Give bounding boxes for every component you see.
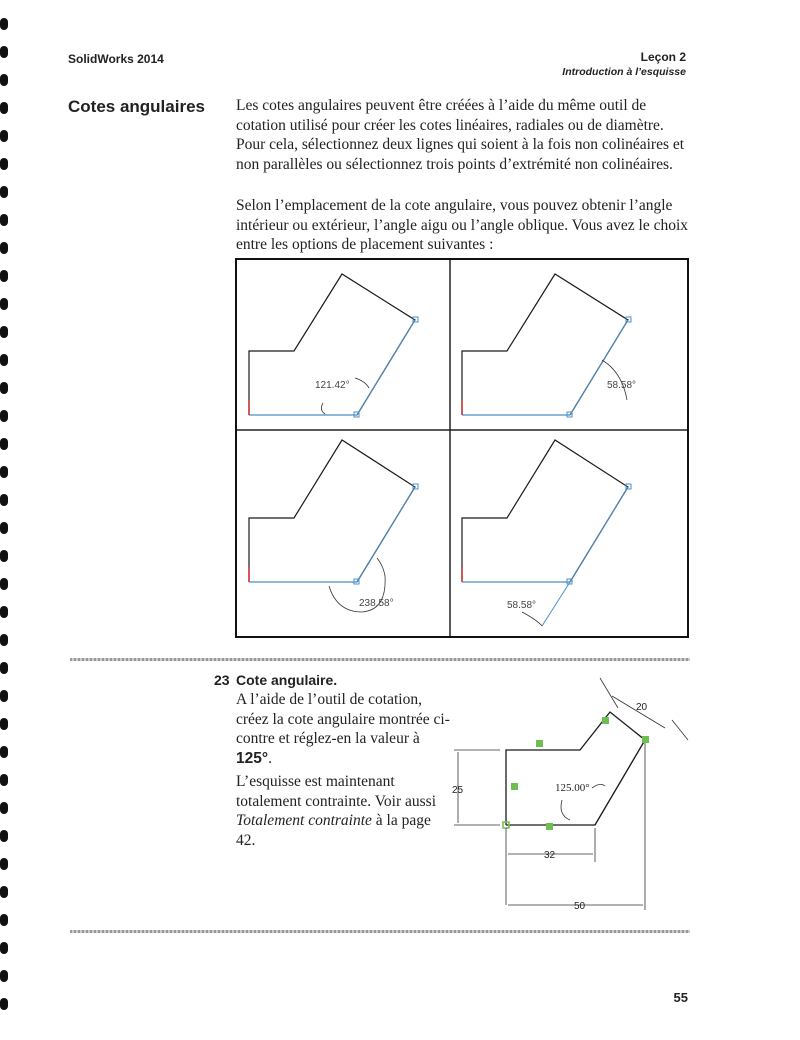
step-instruction-text: A l’aide de l’outil de cotation, créez la cote angulaire montrée ci-contre et réglez-en la valeur à bbox=[236, 691, 450, 747]
step-instruction-end: . bbox=[268, 749, 272, 767]
angular-dimension-figure bbox=[235, 258, 689, 638]
header-lesson: Leçon 2 bbox=[640, 50, 686, 64]
paragraph-1: Les cotes angulaires peuvent être créées à l’aide du même outil de cotation utilisé pour créer les cotes linéaires, radiales ou de diamètre. Pour cela, sélectionnez deux lignes qui soient à la fois non colinéaires et non parallèles ou sélectionnez trois points d’extrémité non colinéaires. bbox=[236, 97, 685, 173]
vertical-relation-icon bbox=[511, 783, 518, 790]
panel-oblique-angle bbox=[462, 440, 631, 626]
step-note bbox=[236, 772, 451, 850]
dimension-top: 20 bbox=[636, 702, 648, 713]
dimension-bottom-32: 32 bbox=[544, 850, 556, 861]
horizontal-relation-icon bbox=[536, 740, 543, 747]
panel-exterior-angle bbox=[249, 440, 418, 612]
point-relation-icon bbox=[602, 717, 609, 724]
step-title: Cote angulaire. bbox=[236, 672, 338, 688]
dimension-left: 25 bbox=[452, 785, 464, 796]
step-note-text: L’esquisse est maintenant totalement contrainte. Voir aussi bbox=[236, 773, 437, 810]
step-sketch-diagram bbox=[440, 670, 690, 915]
angle-label-4: 58.58° bbox=[507, 600, 537, 611]
angle-label-3: 238.58° bbox=[359, 598, 394, 609]
step-value: 125° bbox=[236, 749, 269, 767]
angle-dimension: 125.00° bbox=[555, 782, 590, 794]
horizontal-relation-icon-2 bbox=[546, 823, 553, 830]
angle-label-2: 58.58° bbox=[607, 380, 637, 391]
dimension-bottom-50: 50 bbox=[574, 901, 586, 912]
step-note-end: à la page 42. bbox=[236, 812, 431, 849]
divider-bottom bbox=[70, 930, 690, 933]
spiral-binding bbox=[0, 0, 14, 1040]
point-relation-icon-2 bbox=[642, 736, 649, 743]
header-product: SolidWorks 2014 bbox=[68, 52, 164, 66]
panel-acute-angle bbox=[462, 274, 636, 417]
header-lesson-block bbox=[562, 50, 686, 80]
step-number: 23 bbox=[214, 672, 230, 688]
divider-top bbox=[70, 658, 690, 661]
header-chapter: Introduction à l’esquisse bbox=[562, 66, 686, 78]
panel-interior-angle bbox=[249, 274, 418, 417]
cross-reference-link: Totalement contrainte bbox=[236, 812, 372, 829]
angle-label-1: 121.42° bbox=[315, 380, 350, 391]
section-title: Cotes angulaires bbox=[68, 97, 205, 116]
step-instruction bbox=[236, 690, 451, 768]
paragraph-2: Selon l’emplacement de la cote angulaire, vous pouvez obtenir l’angle intérieur ou extérieur, l’angle aigu ou l’angle oblique. Vous avez le choix entre les options de placement suivantes : bbox=[236, 197, 689, 253]
page-number: 55 bbox=[673, 990, 688, 1005]
